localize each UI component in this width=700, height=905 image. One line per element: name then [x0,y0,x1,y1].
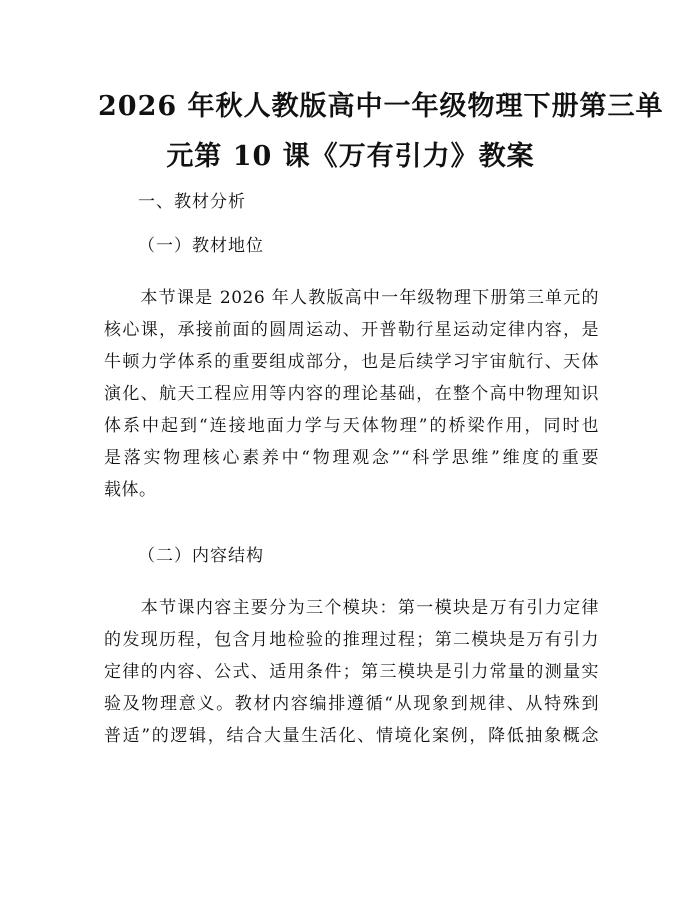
paragraph-line: 演化、航天工程应用等内容的理论基础，在整个高中物理知识 [104,384,599,404]
paragraph-line: 牛顿力学体系的重要组成部分，也是后续学习宇宙航行、天体 [104,352,599,372]
paragraph-line: 体系中起到“连接地面力学与天体物理”的桥梁作用，同时也 [104,416,599,436]
paragraph-line: 载体。 [104,480,157,500]
paragraph-line: 是落实物理核心素养中“物理观念”“科学思维”维度的重要 [104,448,599,468]
document-title-line-1: 2026 年秋人教版高中一年级物理下册第三单 [98,91,664,122]
subsection-heading-content-structure: （二）内容结构 [138,546,264,566]
paragraph-content-structure [104,592,599,752]
paragraph-line: 本节课是 2026 年人教版高中一年级物理下册第三单元的 [104,288,599,308]
paragraph-line: 的发现历程，包含月地检验的推理过程；第二模块是万有引力 [104,630,599,650]
paragraph-line: 定律的内容、公式、适用条件；第三模块是引力常量的测量实 [104,662,599,682]
subsection-heading-textbook-position: （一）教材地位 [138,236,264,256]
document-title [98,82,664,182]
paragraph-line: 本节课内容主要分为三个模块：第一模块是万有引力定律 [104,598,599,618]
section-heading-textbook-analysis: 一、教材分析 [138,192,246,212]
paragraph-textbook-position [104,282,599,506]
paragraph-line: 普适”的逻辑，结合大量生活化、情境化案例，降低抽象概念 [104,726,599,746]
paragraph-line: 核心课，承接前面的圆周运动、开普勒行星运动定律内容，是 [104,320,599,340]
paragraph-line: 验及物理意义。教材内容编排遵循“从现象到规律、从特殊到 [104,694,599,714]
document-title-line-2: 元第 10 课《万有引力》教案 [166,141,535,172]
